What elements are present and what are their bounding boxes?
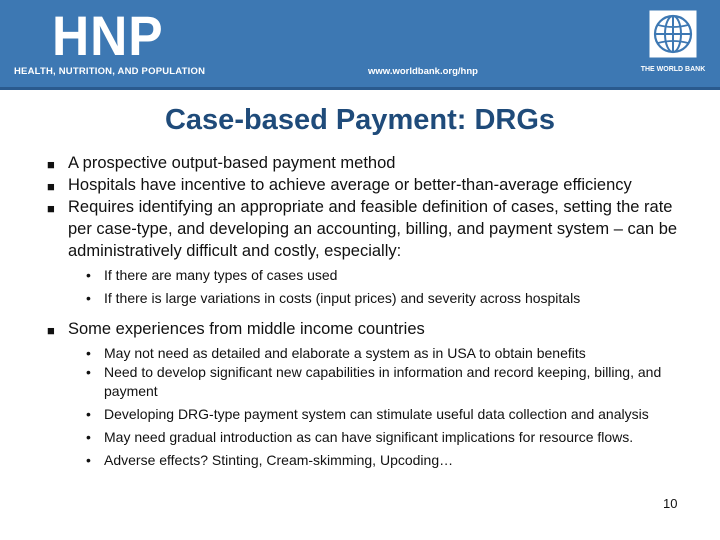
sub-bullet-item [44, 405, 694, 424]
sub-bullet-text: May not need as detailed and elaborate a system as in USA to obtain benefits [104, 345, 586, 361]
sub-bullet-text: Developing DRG-type payment system can stimulate useful data collection and analysis [104, 406, 649, 422]
round-bullet-icon: • [86, 267, 91, 283]
square-bullet-icon: ■ [47, 323, 55, 338]
round-bullet-icon: • [86, 290, 91, 306]
header-divider [0, 87, 720, 90]
sub-bullet-item [44, 451, 694, 470]
round-bullet-icon: • [86, 406, 91, 422]
sub-bullet-item [44, 428, 694, 447]
bullet-text: Hospitals have incentive to achieve average or better-than-average efficiency [68, 176, 632, 194]
globe-icon [649, 10, 697, 58]
sub-bullet-text: Need to develop significant new capabilities in information and record keeping, billing, and payment [104, 364, 662, 399]
square-bullet-icon: ■ [47, 179, 55, 194]
hnp-tagline: HEALTH, NUTRITION, AND POPULATION [14, 66, 206, 77]
sub-bullet-text: If there is large variations in costs (input prices) and severity across hospitals [104, 290, 581, 306]
round-bullet-icon: • [86, 452, 91, 468]
sub-bullet-item [44, 266, 694, 285]
bullet-text: Some experiences from middle income countries [68, 320, 425, 338]
square-bullet-icon: ■ [47, 157, 55, 172]
bullet-item [44, 196, 694, 262]
sub-bullet-item [44, 289, 694, 308]
sub-bullet-item [44, 363, 694, 401]
square-bullet-icon: ■ [47, 201, 55, 216]
slide-body [44, 152, 694, 470]
sub-bullet-item [44, 344, 694, 363]
bullet-item [44, 152, 694, 174]
sub-bullet-text: Adverse effects? Stinting, Cream-skimming, Upcoding… [104, 452, 454, 468]
sub-bullet-text: If there are many types of cases used [104, 267, 338, 283]
bullet-text: A prospective output-based payment method [68, 154, 396, 172]
page-number: 10 [663, 496, 678, 511]
bullet-item [44, 174, 694, 196]
world-bank-name: THE WORLD BANK [640, 66, 706, 73]
round-bullet-icon: • [86, 345, 91, 361]
slide-title: Case-based Payment: DRGs [164, 104, 556, 136]
sub-bullet-text: May need gradual introduction as can have significant implications for resource flows. [104, 429, 634, 445]
website-url: www.worldbank.org/hnp [368, 66, 478, 77]
round-bullet-icon: • [86, 364, 91, 380]
bullet-item [44, 318, 694, 340]
hnp-logo: HNP [52, 4, 164, 67]
round-bullet-icon: • [86, 429, 91, 445]
bullet-text: Requires identifying an appropriate and feasible definition of cases, setting the rate per case-type, and developing an accounting, billing, and payment system – can be administratively difficult and costly, especially: [68, 198, 678, 260]
